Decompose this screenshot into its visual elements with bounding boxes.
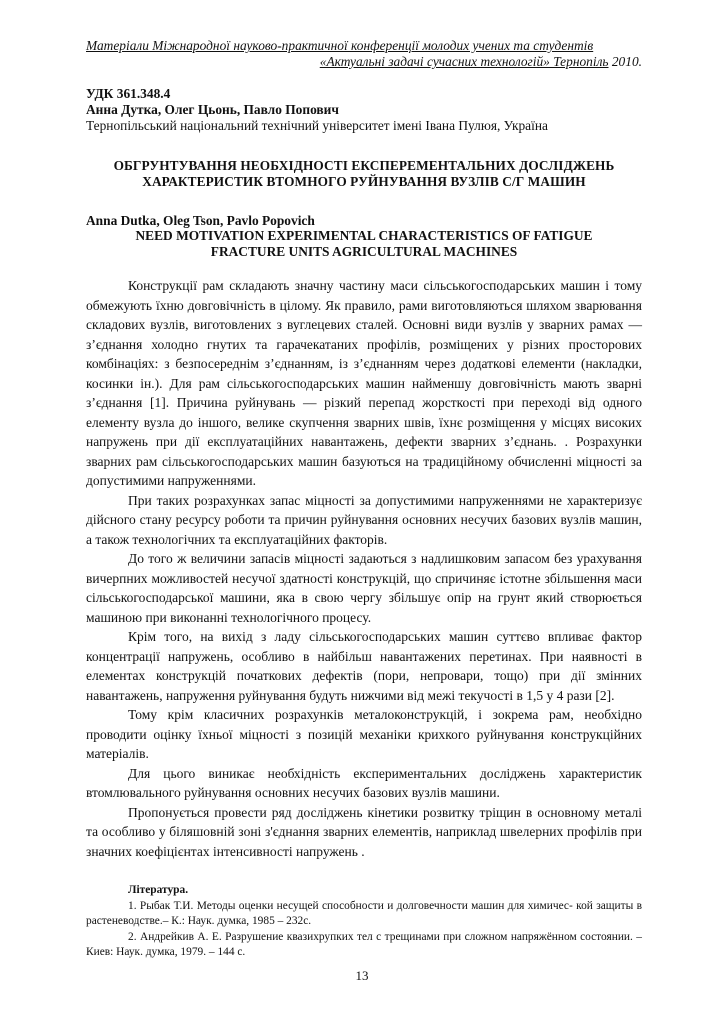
- body-paragraph: Пропонується провести ряд досліджень кінетики розвитку тріщин в основному металі та особливо у біляшовній зоні з'єднання зварних елементів, наприклад швелерних профілів при значних коефіцієнтах інтенсивності напружень .: [86, 804, 642, 859]
- body-paragraph: До того ж величини запасів міцності задаються з надлишковим запасом без урахування вичерпних можливостей несучої здатності конструкцій, що спричиняє істотне збільшення маси сільськогосподарської машини, яка в свою чергу збільшує опір на грунт який створюється машиною при виконанні технологічного процесу.: [86, 551, 642, 625]
- conference-header-line-2: [86, 54, 642, 70]
- body-paragraph: Крім того, на вихід з ладу сільськогосподарських машин суттєво впливає фактор концентрації напружень, особливо в найбільш навантажених перетинах. При наявності в елементах конструкцій початкових дефектів (пори, непровари, тощо) при дії змінних навантажень, напруження руйнування будуть нижчими від межі текучості в 1,5 у 4 рази [2].: [86, 629, 642, 703]
- conference-header: [86, 38, 642, 70]
- paper-meta: [86, 86, 642, 134]
- reference-item: 1. Рыбак Т.И. Методы оценки несущей способности и долговечности машин для химичес- кой защиты в растеневодстве.– К.: Наук. думка, 1985 – 232с.: [86, 899, 642, 927]
- affiliation: Тернопільський національний технічний університет імені Івана Пулюя, Україна: [86, 118, 548, 133]
- paper-page: [86, 38, 642, 961]
- conference-header-year: 2010.: [608, 54, 642, 69]
- reference-item: 2. Андрейкив А. Е. Разрушение квазихрупких тел с трещинами при сложном напряжённом состоянии. – Киев: Наук. думка, 1979. – 144 с.: [86, 930, 642, 958]
- body-paragraph: Конструкції рам складають значну частину маси сільськогосподарських машин і тому обмежують їхню довговічність в цілому. Як правило, рами виготовляються шляхом зварювання складових вузлів, виготовлених з вуглецевих сталей. Основні види вузлів у зварних рамах — з’єднання холодно гнутих та гарачекатаних профілів, розміщених у різних просторових комбінаціях: з безпосереднім з’єднанням, із з’єднанням через додаткові елементи (накладки, косинки ін.). Для рам сільськогосподарських машин найменшу довговічність мають зварні з’єднання [1]. Причина руйнувань — різкий перепад жорсткості при переході від одного елементу вузла до іншого, велике скупчення зварних швів, їхнє розміщення у місцях високих напружень при дії експлуатаційних навантажень, дефекти зварних з’єднань. . Розрахунки зварних рам сільськогосподарських машин базуються на традиційному обчисленні міцності за допустимими напруженнями.: [86, 278, 642, 488]
- authors-ua: Анна Дутка, Олег Цьонь, Павло Попович: [86, 102, 339, 117]
- title-en-line: NEED MOTIVATION EXPERIMENTAL CHARACTERISTICS OF FATIGUE: [135, 228, 593, 243]
- conference-header-line-1: Матеріали Міжнародної науково-практичної конференції молодих учених та студентів: [86, 38, 594, 53]
- references: [86, 883, 642, 961]
- authors-en: Anna Dutka, Oleg Tson, Pavlo Popovich: [86, 213, 315, 228]
- udk-code: УДК 361.348.4: [86, 86, 171, 101]
- body-paragraph: Для цього виникає необхідність експериментальних досліджень характеристик втомлювального руйнування основних несучих базових вузлів машини.: [86, 765, 642, 800]
- conference-header-title: «Актуальні задачі сучасних технологій» Тернопіль: [319, 54, 609, 69]
- title-en-line: FRACTURE UNITS AGRICULTURAL MACHINES: [210, 244, 518, 259]
- references-heading: Література.: [128, 884, 189, 896]
- title-ua-line: ОБГРУНТУВАННЯ НЕОБХІДНОСТІ ЕКСПЕРЕМЕНТАЛЬНИХ ДОСЛІДЖЕНЬ: [113, 158, 615, 173]
- page-number: 13: [355, 968, 369, 983]
- body-paragraph: При таких розрахунках запас міцності за допустимими напруженнями не характеризує дійсного стану ресурсу роботи та причин руйнування основних несучих базових вузлів машин, а також технологічних та експлуатаційних факторів.: [86, 492, 642, 547]
- body-text: [86, 276, 642, 861]
- title-ua-line: ХАРАКТЕРИСТИК ВТОМНОГО РУЙНУВАННЯ ВУЗЛІВ С/Г МАШИН: [142, 174, 586, 189]
- body-paragraph: Тому крім класичних розрахунків металоконструкцій, і зокрема рам, необхідно проводити оцінку їхньої міцності з позицій механіки крихкого руйнування конструкційних матеріалів.: [86, 707, 642, 761]
- title-en: [86, 228, 642, 260]
- title-ua: [86, 158, 642, 190]
